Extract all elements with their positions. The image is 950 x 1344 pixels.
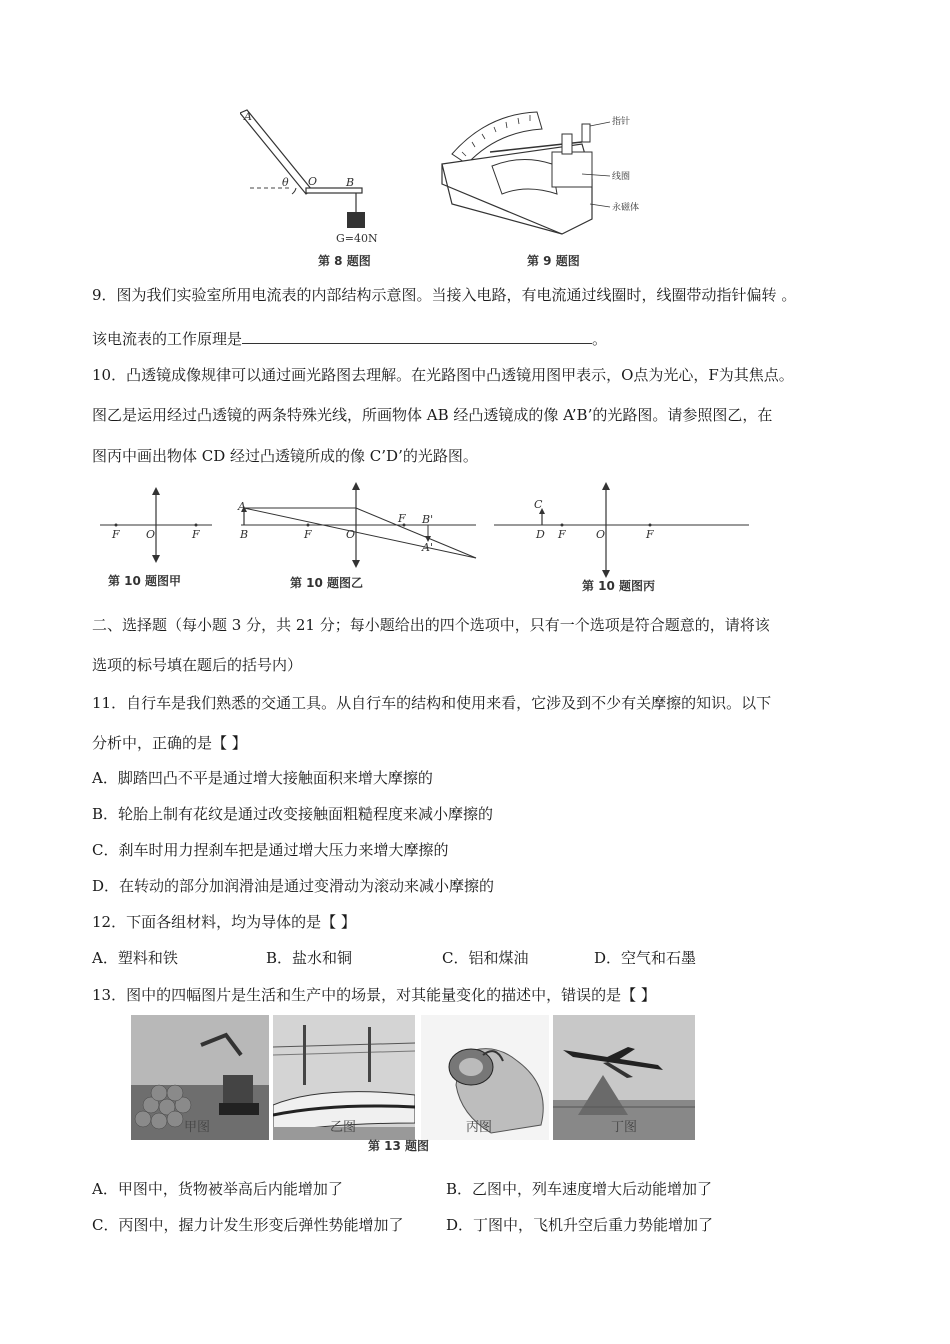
label-o: O — [596, 528, 606, 541]
q12-option-d[interactable]: D．空气和石墨 — [594, 949, 697, 967]
label-f1: F — [304, 528, 312, 541]
q11-line2: 分析中，正确的是【 】 — [92, 734, 247, 752]
label-pointer: 指针 — [612, 117, 631, 127]
q10-line1: 10．凸透镜成像规律可以通过画光路图去理解。在光路图中凸透镜用图甲表示，O点为光心，F为其焦点。 — [92, 366, 794, 384]
q9-line1: 9．图为我们实验室所用电流表的内部结构示意图。当接入电路，有电流通过线圈时，线圈带动指针偏转 。 — [92, 286, 797, 304]
q10-line2: 图乙是运用经过凸透镜的两条特殊光线，所画物体 AB 经凸透镜成的像 A’B’的光路图。请参照图乙，在 — [92, 406, 773, 424]
section2-line1: 二、选择题（每小题 3 分，共 21 分；每小题给出的四个选项中，只有一个选项是符合题意的，请将该 — [92, 616, 770, 634]
q11-option-d[interactable]: D．在转动的部分加润滑油是通过变滑动为滚动来减小摩擦的 — [92, 877, 495, 895]
label-b: B — [240, 528, 249, 541]
photo-caption-ding: 丁图 — [611, 1120, 638, 1135]
q12-option-a[interactable]: A．塑料和铁 — [92, 949, 178, 967]
section2-line2: 选项的标号填在题后的括号内） — [92, 656, 303, 674]
label-o: O — [346, 528, 356, 541]
label-b2: B' — [422, 513, 434, 526]
label-o: O — [308, 175, 318, 188]
figure-10b — [236, 480, 486, 572]
fig9-caption: 第 9 题图 — [527, 254, 580, 268]
fig10b-caption: 第 10 题图乙 — [290, 576, 364, 590]
photo-caption-bing: 丙图 — [466, 1120, 493, 1135]
fig13-caption: 第 13 题图 — [368, 1139, 430, 1153]
q12-option-b[interactable]: B．盐水和铜 — [266, 949, 353, 967]
label-a: A — [244, 110, 252, 123]
fig10a-caption: 第 10 题图甲 — [108, 574, 182, 588]
q9-line2 — [92, 328, 607, 349]
q9-answer-blank[interactable] — [242, 328, 592, 344]
photo-caption-yi: 乙图 — [330, 1120, 357, 1135]
fig10c-caption: 第 10 题图丙 — [582, 579, 656, 593]
fig8-caption: 第 8 题图 — [318, 254, 371, 268]
label-weight: G=40N — [336, 232, 378, 245]
q12-stem: 12．下面各组材料，均为导体的是【 】 — [92, 913, 356, 931]
figure-10a — [100, 485, 215, 565]
label-f2: F — [192, 528, 200, 541]
label-a: A — [238, 500, 246, 513]
label-f1: F — [112, 528, 120, 541]
label-a2: A' — [422, 541, 433, 554]
q11-line1: 11．自行车是我们熟悉的交通工具。从自行车的结构和使用来看，它涉及到不少有关摩擦的知识。以下 — [92, 694, 772, 712]
label-f2: F — [398, 512, 406, 525]
q9-prefix: 该电流表的工作原理是 — [92, 330, 243, 348]
label-theta: θ — [282, 176, 289, 189]
figure-8 — [240, 108, 380, 248]
photo-caption-jia: 甲图 — [184, 1120, 211, 1135]
q11-option-c[interactable]: C．刹车时用力捏刹车把是通过增大压力来增大摩擦的 — [92, 841, 449, 859]
q11-option-b[interactable]: B．轮胎上制有花纹是通过改变接触面粗糙程度来减小摩擦的 — [92, 805, 494, 823]
label-magnet: 永磁体 — [612, 203, 640, 213]
q13-option-c[interactable]: C．丙图中，握力计发生形变后弹性势能增加了 — [92, 1216, 404, 1234]
q9-suffix: 。 — [592, 330, 608, 348]
label-f1: F — [558, 528, 566, 541]
q13-option-d[interactable]: D．丁图中，飞机升空后重力势能增加了 — [446, 1216, 714, 1234]
label-coil: 线圈 — [612, 172, 631, 182]
label-d: D — [536, 528, 545, 541]
q10-line3: 图丙中画出物体 CD 经过凸透镜所成的像 C’D’的光路图。 — [92, 447, 478, 465]
q13-option-a[interactable]: A．甲图中，货物被举高后内能增加了 — [92, 1180, 343, 1198]
q11-option-a[interactable]: A．脚踏凹凸不平是通过增大接触面积来增大摩擦的 — [92, 769, 433, 787]
label-c: C — [534, 498, 543, 511]
label-o: O — [146, 528, 156, 541]
q13-stem: 13．图中的四幅图片是生活和生产中的场景，对其能量变化的描述中，错误的是【 】 — [92, 986, 656, 1004]
q13-option-b[interactable]: B．乙图中，列车速度增大后动能增加了 — [446, 1180, 713, 1198]
q12-option-c[interactable]: C．铝和煤油 — [442, 949, 529, 967]
figure-10c — [494, 480, 754, 580]
figure-9 — [432, 104, 682, 244]
label-b: B — [346, 176, 355, 189]
label-f2: F — [646, 528, 654, 541]
